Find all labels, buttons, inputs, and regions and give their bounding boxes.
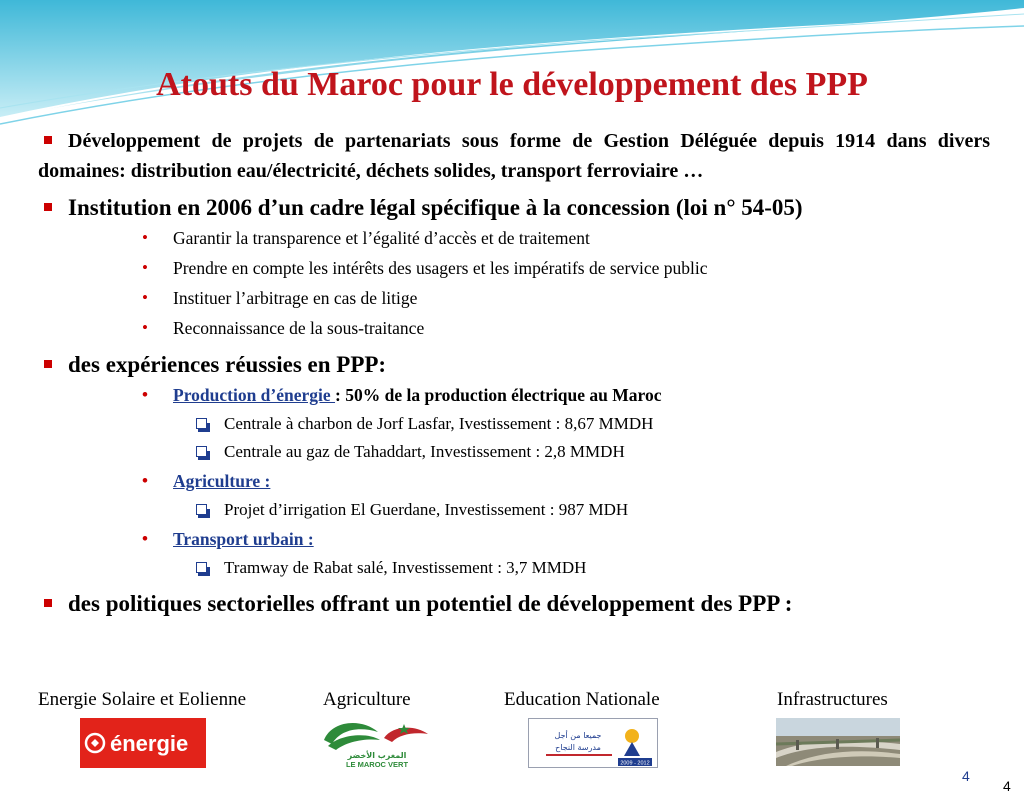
energie-logo-text: énergie: [110, 731, 189, 756]
list-item: • Prendre en compte les intérêts des usagers et les impératifs de service public: [38, 253, 990, 283]
checkbox-bullet-icon: [196, 562, 207, 573]
production-energie-link[interactable]: Production d’énergie: [173, 385, 336, 405]
page-number: 4: [962, 768, 970, 784]
maroc-vert-logo: [318, 718, 436, 768]
sector-label-energie: Energie Solaire et Eolienne: [38, 689, 247, 710]
transport-urbain-link[interactable]: Transport urbain :: [173, 529, 314, 549]
infrastructures-photo: [776, 718, 900, 766]
maroc-vert-logo-text: LE MAROC VERT: [345, 760, 409, 768]
bullet-experiences-reussies: des expériences réussies en PPP:: [38, 350, 990, 380]
bullet-gestion-deleguee: Développement de projets de partenariats sous forme de Gestion Déléguée depuis 1914 dans divers domaines: distribution eau/électricité, déchets solides, transport ferroviaire …: [38, 130, 990, 182]
list-item: • Instituer l’arbitrage en cas de litige: [38, 283, 990, 313]
list-item: Projet d’irrigation El Guerdane, Investissement : 987 MDH: [38, 496, 990, 524]
header-wave-decoration: [0, 0, 1024, 130]
education-years-text: 2009 - 2012: [620, 760, 650, 767]
education-arabic-text-2: مدرسة النجاح: [555, 743, 601, 752]
list-item: Centrale au gaz de Tahaddart, Investissement : 2,8 MMDH: [38, 438, 990, 466]
energie-logo: [80, 718, 206, 768]
slide-content: [38, 126, 990, 619]
list-item: Centrale à charbon de Jorf Lasfar, Ivestissement : 8,67 MMDH: [38, 410, 990, 438]
list-item-production-energie: • Production d’énergie : 50% de la production électrique au Maroc: [38, 380, 990, 410]
sector-label-education: Education Nationale: [504, 689, 660, 710]
education-logo: [528, 718, 658, 768]
dot-bullet-icon: •: [142, 471, 148, 490]
checkbox-bullet-icon: [196, 446, 207, 457]
page-number-corner: 4: [1003, 778, 1011, 794]
checkbox-bullet-icon: [196, 418, 207, 429]
square-bullet-icon: [44, 599, 52, 607]
dot-bullet-icon: •: [142, 318, 148, 337]
dot-bullet-icon: •: [142, 529, 148, 548]
square-bullet-icon: [44, 360, 52, 368]
maroc-vert-arabic-text: المغرب الأخضر: [347, 751, 407, 760]
sector-label-agriculture: Agriculture: [323, 689, 411, 710]
sector-label-infrastructures: Infrastructures: [777, 689, 888, 710]
bullet-cadre-legal: Institution en 2006 d’un cadre légal spécifique à la concession (loi n° 54-05): [38, 193, 990, 223]
square-bullet-icon: [44, 203, 52, 211]
bullet-politiques-sectorielles: des politiques sectorielles offrant un potentiel de développement des PPP :: [38, 589, 990, 619]
education-arabic-text-1: جميعا من أجل: [554, 731, 602, 740]
slide-title: Atouts du Maroc pour le développement des PPP: [156, 66, 868, 103]
list-item: • Reconnaissance de la sous-traitance: [38, 313, 990, 343]
dot-bullet-icon: •: [142, 385, 148, 404]
list-item: Tramway de Rabat salé, Investissement : 3,7 MMDH: [38, 554, 990, 582]
checkbox-bullet-icon: [196, 504, 207, 515]
square-bullet-icon: [44, 136, 52, 144]
dot-bullet-icon: •: [142, 258, 148, 277]
list-item-transport-urbain: [38, 524, 990, 554]
list-item: • Garantir la transparence et l’égalité d’accès et de traitement: [38, 223, 990, 253]
list-item-agriculture: [38, 466, 990, 496]
dot-bullet-icon: •: [142, 228, 148, 247]
dot-bullet-icon: •: [142, 288, 148, 307]
agriculture-link[interactable]: Agriculture :: [173, 471, 271, 491]
